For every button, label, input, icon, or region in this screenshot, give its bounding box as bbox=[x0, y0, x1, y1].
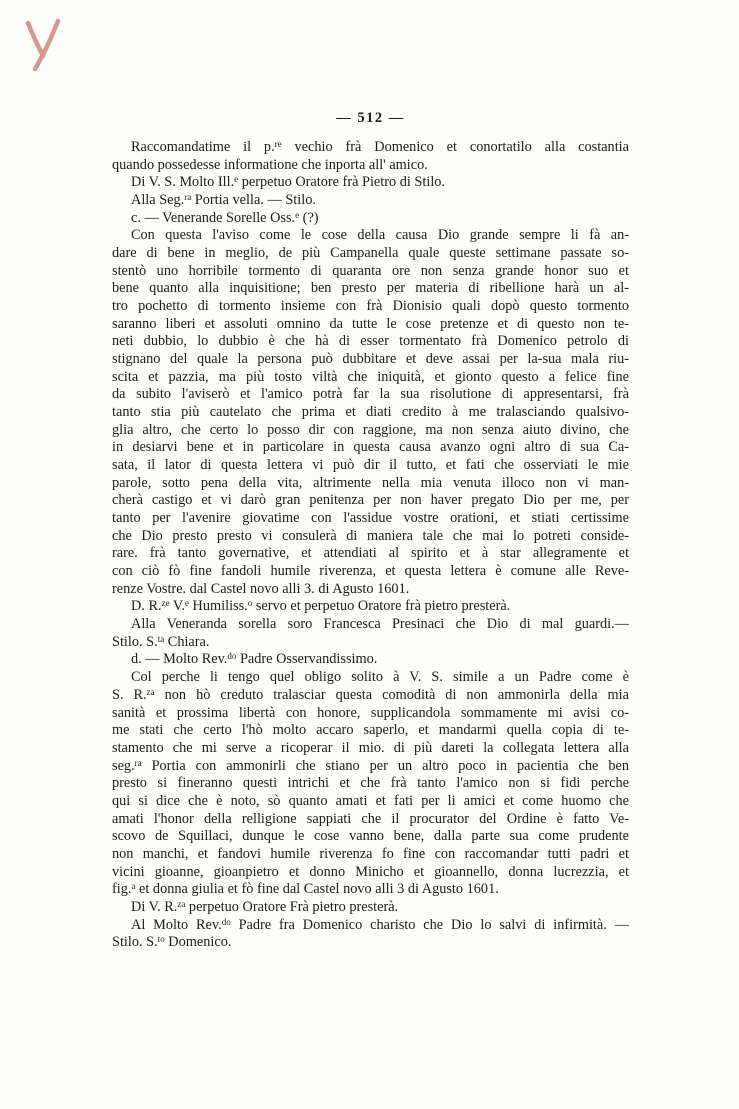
text-line: parole, sotto pena della vita, altrimente nella mia venuta illoco non vi man- bbox=[112, 474, 629, 491]
text-line: scita et pazzia, ma più tosto viltà che iniquità, et gionto questo a felice fine bbox=[112, 368, 629, 385]
red-ink-marks bbox=[17, 16, 69, 74]
text-line: D. R.$^{ze}$ V.$^e$ Humiliss.$^o$ servo et perpetuo Oratore frà pietro presterà. bbox=[131, 598, 511, 615]
text-line: tanto stia più cautelato che prima et diati credito à me tralasciando qualsivo- bbox=[112, 404, 629, 421]
text-line: dare di bene in meglio, de più Campanella quale queste settimane passate so- bbox=[112, 245, 629, 262]
text-line: Col perche li tengo quel obligo solito à V. S. simile a un Padre come è bbox=[131, 669, 629, 686]
text-line: c. — Venerande Sorelle Oss.$^e$ (?) bbox=[131, 209, 319, 226]
text-line: amati l'honor della relligione sappiati che il procurator del Ordine è fatto Ve- bbox=[112, 810, 629, 827]
text-line: presto si fineranno questi intrichi et che frà tanto l'amico non si fidi perche bbox=[112, 775, 629, 792]
text-line: sata, il lator di questa lettera vi può dir il tutto, et fati che osserviati le mie bbox=[112, 457, 629, 474]
text-line: in desiarvi bene et in particolare in questa causa avanzo ogni altro di sua Ca- bbox=[112, 439, 629, 456]
page-number: — 512 — bbox=[336, 110, 405, 126]
text-line: quando possedesse informatione che inporta all' amico. bbox=[112, 156, 428, 173]
text-line: S. R.$^{za}$ non hò creduto tralasciar questa comodità di non ammonirla della mia bbox=[112, 686, 629, 703]
text-line: Di V. S. Molto Ill.$^e$ perpetuo Oratore frà Pietro di Stilo. bbox=[131, 174, 446, 191]
text-line: cherà castigo et vi darò gran penitenza per non haver pregato Dio per me, per bbox=[112, 492, 629, 509]
text-line: saranno liberi et assoluti omnino da tutte le cose pretenze et di questo non te- bbox=[112, 315, 629, 332]
text-line: stamento che mi serve a ricoperar il mio. di più dareti la collegata lettera alla bbox=[112, 739, 629, 756]
letter-body bbox=[112, 139, 629, 952]
text-line: renze Vostre. dal Castel novo alli 3. di Agusto 1601. bbox=[112, 580, 410, 597]
text-line: non manchi, et fandovi humile riverenza fo fine con raccomandar tutti padri et bbox=[112, 845, 629, 862]
text-line: stentò uno horribile tormento di quaranta ore non senza grande honor suo et bbox=[112, 262, 629, 279]
text-line: che Dio presto presto vi consulerà di maniera tale che mai lo potreti conside- bbox=[112, 527, 629, 544]
text-line: seg.$^{ra}$ Portia con ammonirli che stiano per un altro poco in pacientia che ben bbox=[112, 757, 629, 774]
text-line: neti dubbio, lo dubbio è che hà di esser tormentato frà Domenico petrolo di bbox=[112, 333, 629, 350]
text-line: Con questa l'aviso come le cose della causa Dio grande sempre li fà an- bbox=[131, 227, 629, 244]
text-line: rare. frà tanto governative, et attendiati al spirito et à star allegramente et bbox=[112, 545, 629, 562]
text-line: qui si dice che è noto, sò quanto amati et fati per li amici et come huomo che bbox=[112, 792, 629, 809]
text-line: tanto per l'avenire giovatime con l'assidue vostre orationi, et stiati certissime bbox=[112, 510, 629, 527]
text-line: glia altro, che certo lo posso dir con raggione, ma non senza aiuto divino, che bbox=[112, 421, 629, 438]
text-line: Stilo. S.$^{to}$ Domenico. bbox=[112, 934, 232, 951]
text-line: Raccomandatime il p.$^{re}$ vechio frà Domenico et conortatilo alla costantia bbox=[131, 139, 629, 155]
text-line: Stilo. S.$^{ta}$ Chiara. bbox=[112, 633, 210, 650]
text-line: Di V. R.$^{za}$ perpetuo Oratore Frà pietro presterà. bbox=[131, 898, 399, 915]
text-line: sanità et prossima libertà con honore, supplicandola sommamente mi avisi co- bbox=[112, 704, 629, 721]
text-line: scovo de Squillaci, dunque le cose vanno bene, dalla parte sua come prudente bbox=[112, 828, 629, 845]
text-line: fig.$^a$ et donna giulia et fò fine dal Castel novo alli 3 di Agusto 1601. bbox=[112, 881, 499, 898]
text-line: vicini gioanne, gioanpietro et donno Minicho et gioannello, donna lucrezzia, et bbox=[112, 863, 629, 880]
text-line: Alla Veneranda sorella soro Francesca Presinaci che Dio di mal guardi.— bbox=[131, 616, 629, 633]
text-line: da subito l'aviserò et l'amico potrà far la sua risolutione di appresentarsi, frà bbox=[112, 386, 629, 403]
text-line: con ciò fò fine fandoli humile riverenza, et questa lettera è comune alle Reve- bbox=[112, 563, 629, 580]
text-line: d. — Molto Rev.$^{do}$ Padre Osservandissimo. bbox=[131, 651, 378, 668]
text-line: me stati che certo l'hò molto accaro saperlo, et mandarmi quella copia di te- bbox=[112, 722, 629, 739]
text-line: bene quanto alla inquisitione; ben presto per materia di ribellione harà un al- bbox=[112, 280, 629, 297]
text-line: Al Molto Rev.$^{do}$ Padre fra Domenico charisto che Dio lo salvi di infirmità. — bbox=[131, 916, 629, 933]
text-line: tro pochetto di tormento insieme con frà Dionisio quali dopò questo tormento bbox=[112, 298, 629, 315]
text-line: Alla Seg.$^{ra}$ Portia vella. — Stilo. bbox=[131, 192, 316, 209]
text-line: stignano del quale la persona può dubbitare et deve assai per la-sua mala riu- bbox=[112, 351, 629, 368]
